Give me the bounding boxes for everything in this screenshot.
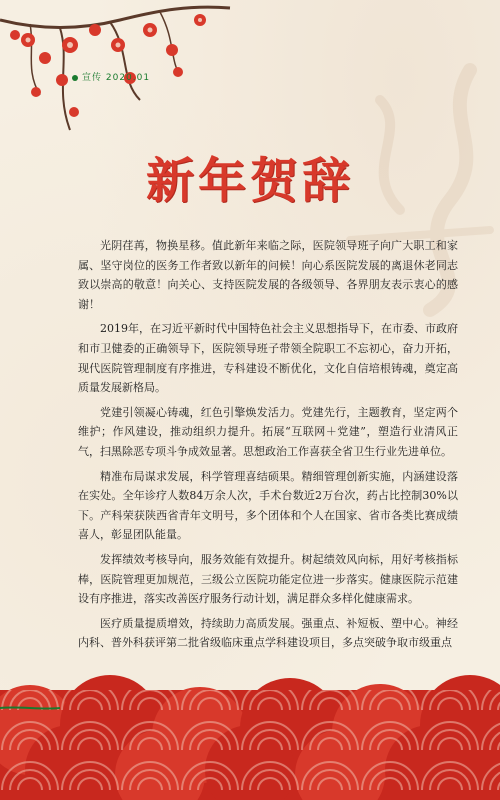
tag-dot-icon xyxy=(72,75,78,81)
paragraph: 精准布局谋求发展，科学管理喜结硕果。精细管理创新实施，内涵建设落在实处。全年诊疗人数84万余人次，手术台数近2万台次，药占比控制30%以下。产科荣获陕西省青年文明号，多个团体和个人在国家、省市各类比赛成绩喜人，彰显团队能量。 xyxy=(78,469,458,542)
paragraph: 医疗质量提质增效，持续助力高质发展。强重点、补短板、塑中心。神经内科、普外科获评第二批省级临床重点学科建设项目，多点突破争取市级重点 xyxy=(78,616,458,650)
paragraph: 党建引领凝心铸魂，红色引擎焕发活力。党建先行，主题教育，坚定两个维护；作风建设，推动组织力提升。拓展“互联网＋党建”，塑造行业清风正气，扫黑除恶专项斗争成效显著。思想政治工作喜获全省卫生行业先进单位。 xyxy=(78,405,458,458)
greeting-body xyxy=(78,236,458,658)
page-title: 新年贺辞 xyxy=(145,153,354,209)
auspicious-wave-pattern-icon xyxy=(0,670,500,800)
date-tag xyxy=(72,70,150,83)
paragraph: 光阴荏苒，物换星移。值此新年来临之际，医院领导班子向广大职工和家属、坚守岗位的医务工作者致以新年的问候！向心系医院发展的离退休老同志致以崇高的敬意！向关心、支持医院发展的各级领导、各界朋友表示衷心的感谢！ xyxy=(78,239,458,311)
paragraph: 发挥绩效考核导向，服务效能有效提升。树起绩效风向标，用好考核指标棒，医院管理更加规范，三级公立医院功能定位进一步落实。健康医院示范建设有序推进，落实改善医疗服务行动计划，满足群众多样化健康需求。 xyxy=(78,552,458,606)
tag-text: 宣传 2020.01 xyxy=(82,73,151,83)
paragraph: 2019年，在习近平新时代中国特色社会主义思想指导下，在市委、市政府和市卫健委的正确领导下，医院领导班子带领全院职工不忘初心，奋力开拓，现代医院管理制度有序推进，专科建设不断优化，文化自信培根铸魂，奠定高质量发展新格局。 xyxy=(78,322,458,395)
